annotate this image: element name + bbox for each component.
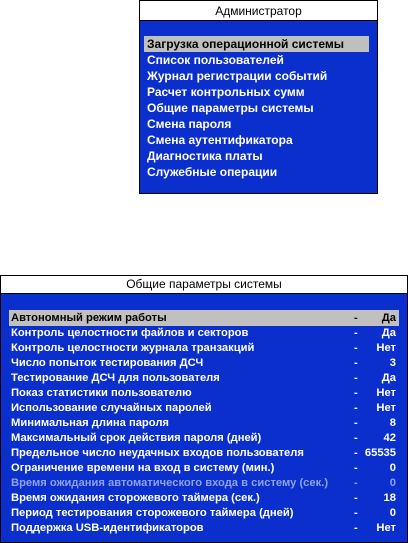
- param-value: Нет: [376, 342, 396, 354]
- param-value: 0: [389, 507, 396, 519]
- param-separator: -: [354, 462, 358, 474]
- param-value: Нет: [376, 522, 396, 534]
- param-row-max-password-age[interactable]: [9, 431, 399, 446]
- param-row-watchdog-timeout[interactable]: [9, 491, 399, 506]
- param-label: Поддержка USB-идентификаторов: [11, 522, 204, 534]
- param-label: Контроль целостности файлов и секторов: [11, 327, 249, 339]
- param-label: Ограничение времени на вход в систему (мин.): [11, 462, 275, 474]
- param-label: Максимальный срок действия пароля (дней): [11, 432, 262, 444]
- param-separator: -: [354, 402, 358, 414]
- param-label: Число попыток тестирования ДСЧ: [11, 357, 204, 369]
- param-row-autonomous-mode[interactable]: [9, 310, 399, 326]
- param-separator: -: [354, 327, 358, 339]
- param-separator: -: [354, 312, 358, 324]
- param-label: Предельное число неудачных входов пользователя: [11, 447, 304, 459]
- param-separator: -: [354, 417, 358, 429]
- param-separator: -: [354, 387, 358, 399]
- param-separator: -: [354, 447, 358, 459]
- param-label: Время ожидания автоматического входа в систему (сек.): [11, 477, 329, 489]
- admin-menu-window: [139, 0, 378, 194]
- param-separator: -: [354, 372, 358, 384]
- param-value: Нет: [376, 387, 396, 399]
- param-value: 42: [383, 432, 396, 444]
- param-row-login-time-limit[interactable]: [9, 461, 399, 476]
- param-separator: -: [354, 342, 358, 354]
- menu-item-checksums[interactable]: Расчет контрольных сумм: [147, 85, 305, 99]
- param-separator: -: [354, 432, 358, 444]
- param-value: 18: [383, 492, 396, 504]
- param-value: 65535: [364, 447, 396, 459]
- param-value: 8: [389, 417, 396, 429]
- menu-item-change-password[interactable]: Смена пароля: [147, 117, 232, 131]
- param-value: Нет: [376, 402, 396, 414]
- system-params-title: Общие параметры системы: [1, 276, 407, 294]
- param-row-min-password-length[interactable]: [9, 416, 399, 431]
- param-separator: -: [354, 477, 358, 489]
- param-row-max-failed-logins[interactable]: [9, 446, 399, 461]
- param-value: 3: [389, 357, 396, 369]
- param-row-random-passwords[interactable]: [9, 401, 399, 416]
- param-label: Период тестирования сторожевого таймера (дней): [11, 507, 294, 519]
- admin-menu-title: Администратор: [140, 1, 377, 21]
- param-label: Минимальная длина пароля: [11, 417, 169, 429]
- param-value: Да: [381, 372, 396, 384]
- admin-menu-list: [144, 36, 369, 180]
- param-row-rng-test-user[interactable]: [9, 371, 399, 386]
- param-separator: -: [354, 357, 358, 369]
- param-row-usb-identifiers[interactable]: [9, 521, 399, 536]
- param-row-file-integrity[interactable]: [9, 326, 399, 341]
- params-list: [9, 310, 399, 536]
- param-value: Да: [381, 312, 396, 324]
- menu-item-os-boot[interactable]: Загрузка операционной системы: [144, 36, 369, 52]
- param-row-rng-test-attempts[interactable]: [9, 356, 399, 371]
- param-separator: -: [354, 492, 358, 504]
- param-label: Использование случайных паролей: [11, 402, 212, 414]
- param-value: 0: [389, 477, 396, 489]
- menu-item-service-operations[interactable]: Служебные операции: [147, 165, 278, 179]
- param-value: Да: [381, 327, 396, 339]
- menu-item-system-params[interactable]: Общие параметры системы: [147, 101, 314, 115]
- param-separator: -: [354, 507, 358, 519]
- param-value: 0: [389, 462, 396, 474]
- menu-item-board-diagnostics[interactable]: Диагностика платы: [147, 149, 263, 163]
- param-label: Показ статистики пользователю: [11, 387, 192, 399]
- menu-item-event-log[interactable]: Журнал регистрации событий: [147, 69, 328, 83]
- param-row-journal-integrity[interactable]: [9, 341, 399, 356]
- menu-item-user-list[interactable]: Список пользователей: [147, 53, 284, 67]
- system-params-window: [0, 275, 408, 543]
- param-label: Контроль целостности журнала транзакций: [11, 342, 255, 354]
- param-label: Время ожидания сторожевого таймера (сек.): [11, 492, 260, 504]
- param-label: Автономный режим работы: [11, 312, 167, 324]
- param-row-watchdog-test-period[interactable]: [9, 506, 399, 521]
- param-row-auto-login-timeout: [9, 476, 399, 491]
- param-label: Тестирование ДСЧ для пользователя: [11, 372, 220, 384]
- menu-item-change-authenticator[interactable]: Смена аутентификатора: [147, 133, 293, 147]
- param-separator: -: [354, 522, 358, 534]
- param-row-show-stats[interactable]: [9, 386, 399, 401]
